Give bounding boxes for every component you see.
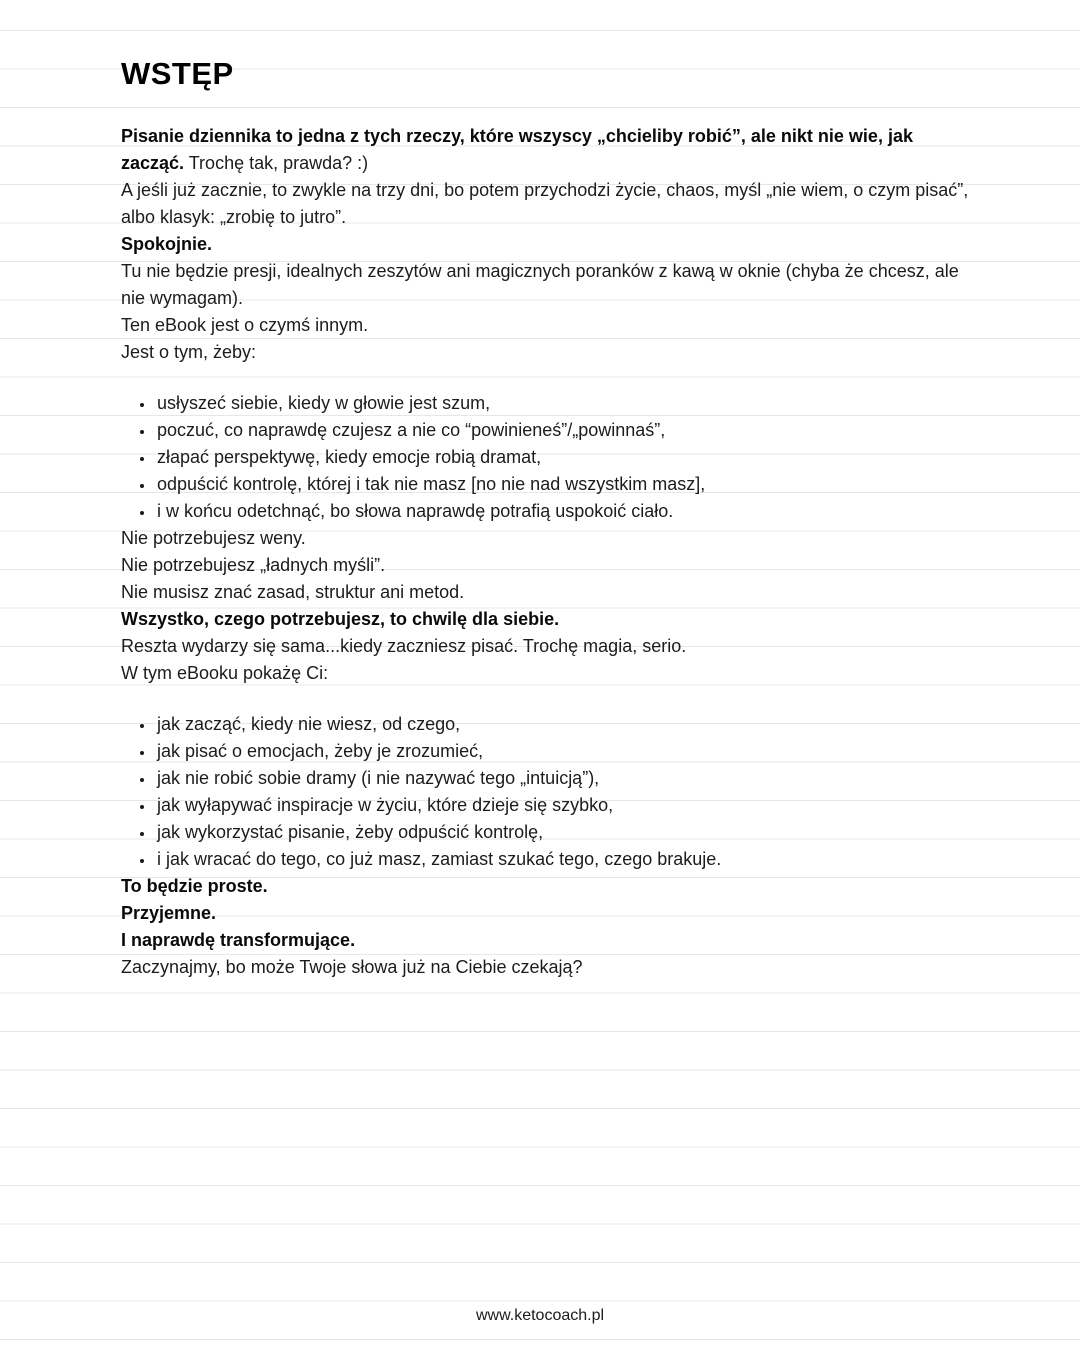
paragraph-calm-heading: Spokojnie. — [121, 234, 213, 254]
paragraph-no-need-2: Nie potrzebujesz „ładnych myśli”. — [121, 555, 386, 575]
paragraph-no-need-1: Nie potrzebujesz weny. — [121, 528, 306, 548]
hook-bold-text: Pisanie dziennika to jedna z tych rzeczy, które wszyscy „chcieliby robić”, ale nikt nie wie, jak zacząć. — [121, 126, 913, 173]
paragraph-hook — [121, 123, 975, 177]
page-title: WSTĘP — [121, 56, 234, 91]
topics-list-item: • jak wykorzystać pisanie, żeby odpuścić kontrolę, — [155, 819, 975, 846]
paragraph-hook-followup: A jeśli już zacznie, to zwykle na trzy dni, bo potem przychodzi życie, chaos, myśl „nie wiem, o czym pisać”, albo klasyk: „zrobię to jutro”. — [121, 180, 969, 227]
topics-list-item: • jak wyłapywać inspiracje w życiu, które dzieje się szybko, — [155, 792, 975, 819]
topics-list-item: • i jak wracać do tego, co już masz, zamiast szukać tego, czego brakuje. — [155, 846, 975, 873]
topics-list-item: • jak zacząć, kiedy nie wiesz, od czego, — [155, 711, 975, 738]
benefits-list-item: • i w końcu odetchnąć, bo słowa naprawdę potrafią uspokoić ciało. — [155, 498, 975, 525]
benefits-list-item: • odpuścić kontrolę, której i tak nie masz [no nie nad wszystkim masz], — [155, 471, 975, 498]
topics-list-item: • jak pisać o emocjach, żeby je zrozumieć, — [155, 738, 975, 765]
benefits-list-item: • złapać perspektywę, kiedy emocje robią dramat, — [155, 444, 975, 471]
list1-intro: Jest o tym, żeby: — [121, 342, 257, 362]
paragraph-ebook-different: Ten eBook jest o czymś innym. — [121, 315, 369, 335]
paragraph-no-need-3: Nie musisz znać zasad, struktur ani metod. — [121, 582, 465, 602]
hook-regular-text: Trochę tak, prawda? :) — [188, 153, 369, 173]
topics-list-item: • jak nie robić sobie dramy (i nie nazywać tego „intuicją”), — [155, 765, 975, 792]
closing-line: Zaczynajmy, bo może Twoje słowa już na Ciebie czekają? — [121, 957, 583, 977]
paragraph-need-text: Reszta wydarzy się sama...kiedy zaczniesz pisać. Trochę magia, serio. — [121, 636, 687, 656]
benefits-list — [121, 390, 975, 525]
closing-bold-2: Przyjemne. — [121, 903, 217, 923]
paragraph-need-heading: Wszystko, czego potrzebujesz, to chwilę dla siebie. — [121, 609, 560, 629]
paragraph-calm-text: Tu nie będzie presji, idealnych zeszytów ani magicznych poranków z kawą w oknie (chyba że chcesz, ale nie wymagam). — [121, 261, 959, 308]
benefits-list-item: • poczuć, co naprawdę czujesz a nie co “powinieneś”/„powinnaś”, — [155, 417, 975, 444]
benefits-list-item: • usłyszeć siebie, kiedy w głowie jest szum, — [155, 390, 975, 417]
topics-list — [121, 711, 975, 873]
closing-bold-1: To będzie proste. — [121, 876, 268, 896]
footer-url: www.ketocoach.pl — [475, 1307, 605, 1324]
closing-bold-3: I naprawdę transformujące. — [121, 930, 356, 950]
list2-intro: W tym eBooku pokażę Ci: — [121, 663, 329, 683]
